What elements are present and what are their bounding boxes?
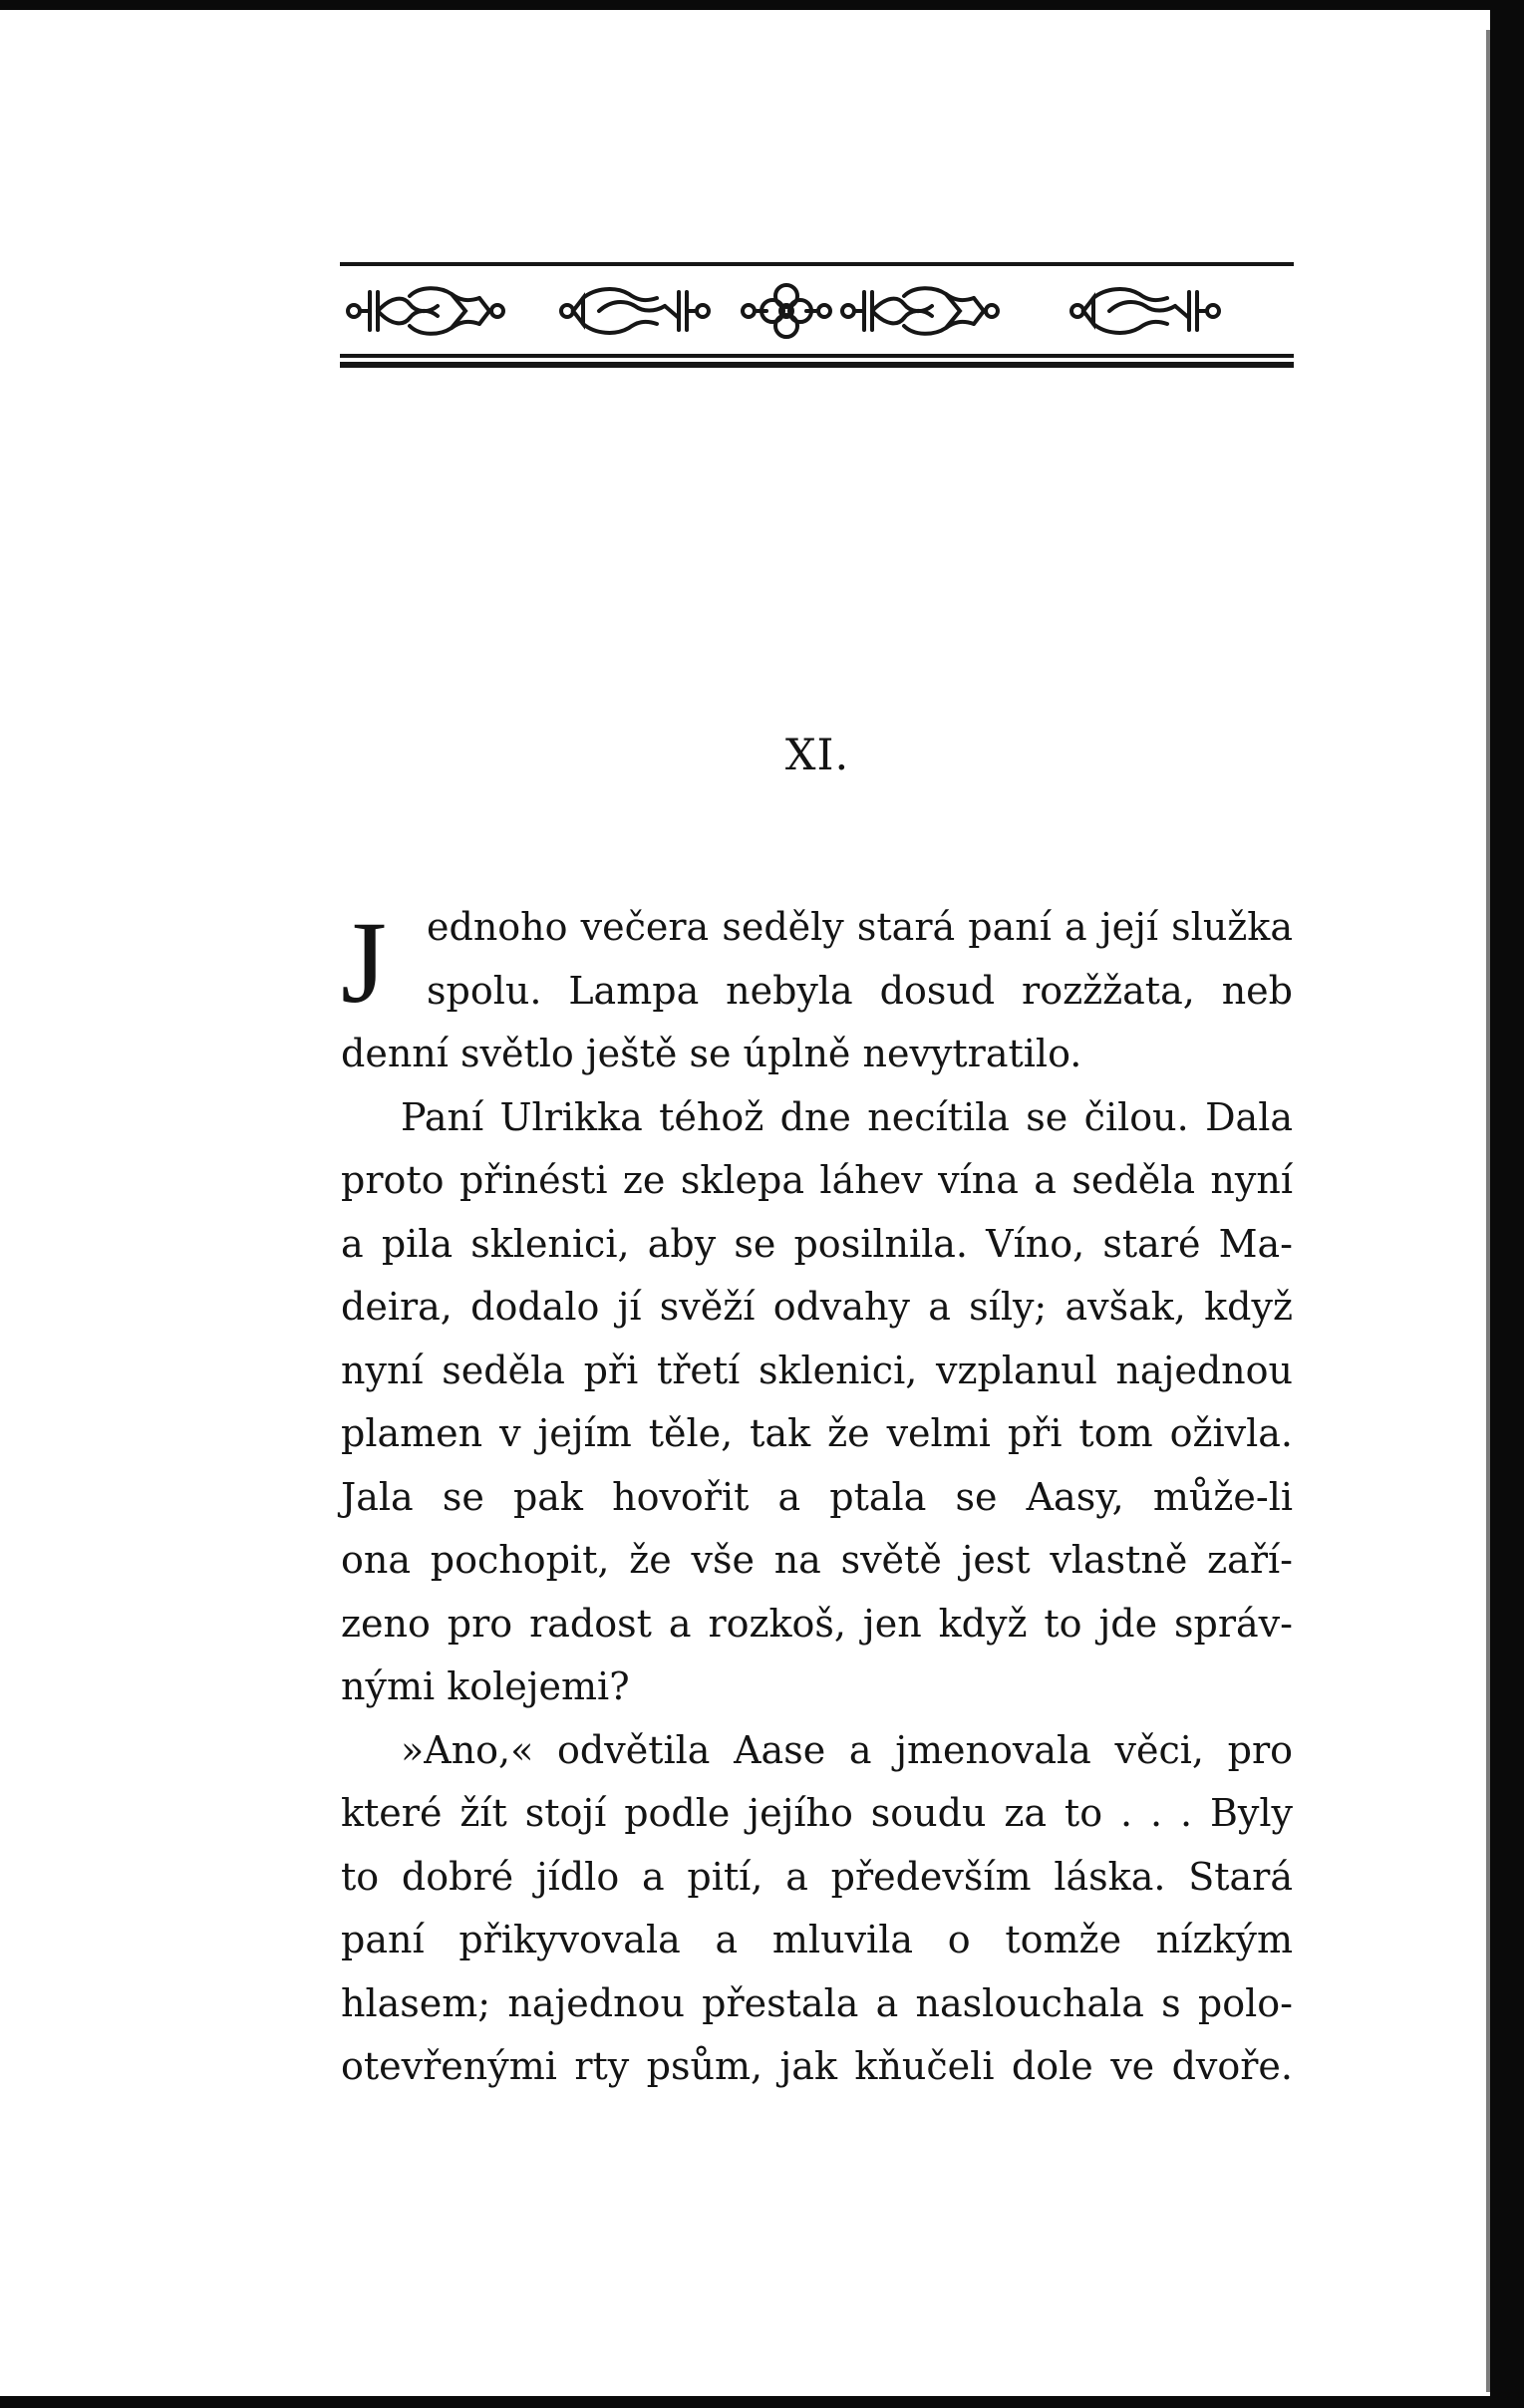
text-line: ednoho večera seděly stará paní a její služka	[427, 905, 1293, 949]
text-line: spolu. Lampa nebyla dosud rozžžata, neb	[427, 968, 1293, 1013]
text-line: Jala se pak hovořit a ptala se Aasy, může-li	[341, 1474, 1293, 1519]
floral-border-ornament-icon	[340, 262, 1294, 374]
page-edge-shadow	[1486, 30, 1490, 2392]
text-line: proto přinésti ze sklepa láhev vína a seděla nyní	[341, 1158, 1293, 1202]
text-line: to dobré jídlo a pití, a především láska. Stará	[341, 1854, 1293, 1899]
text-line: hlasem; najednou přestala a naslouchala s polo-	[341, 1980, 1293, 2025]
paragraph-2	[341, 1086, 1293, 1719]
text-line: denní světlo ještě se úplně nevytratilo.	[341, 1032, 1082, 1075]
chapter-number: XI.	[784, 731, 850, 780]
text-line: ona pochopit, že vše na světě jest vlastně zaří-	[341, 1538, 1293, 1582]
page-edge-right	[1490, 0, 1524, 2408]
text-line: deira, dodalo jí svěží odvahy a síly; avšak, když	[341, 1285, 1293, 1329]
text-line: plamen v jejím těle, tak že velmi při tom oživla.	[341, 1411, 1293, 1455]
paragraph-3	[341, 1719, 1293, 2099]
text-line: zeno pro radost a rozkoš, jen když to jde správ-	[341, 1601, 1293, 1646]
text-line: nými kolejemi?	[341, 1664, 630, 1708]
text-line: nyní seděla při třetí sklenici, vzplanul najednou	[341, 1348, 1293, 1392]
page-edge-bottom	[0, 2396, 1524, 2408]
chapter-text	[341, 896, 1293, 2099]
text-line: paní přikyvovala a mluvila o tomže nízkým	[341, 1918, 1293, 1961]
text-line: »Ano,« odvětila Aase a jmenovala věci, pro	[401, 1727, 1293, 1772]
text-line: které žít stojí podle jejího soudu za to . . . Byly	[341, 1791, 1293, 1835]
paragraph-1	[341, 896, 1293, 1086]
text-line: Paní Ulrikka téhož dne necítila se čilou. Dala	[401, 1094, 1293, 1139]
text-line: a pila sklenici, aby se posilnila. Víno, staré Ma-	[341, 1221, 1293, 1266]
text-line: otevřenými rty psům, jak kňučeli dole ve dvoře.	[341, 2044, 1293, 2088]
drop-cap: J	[341, 897, 387, 1028]
page-edge-top	[0, 0, 1524, 10]
